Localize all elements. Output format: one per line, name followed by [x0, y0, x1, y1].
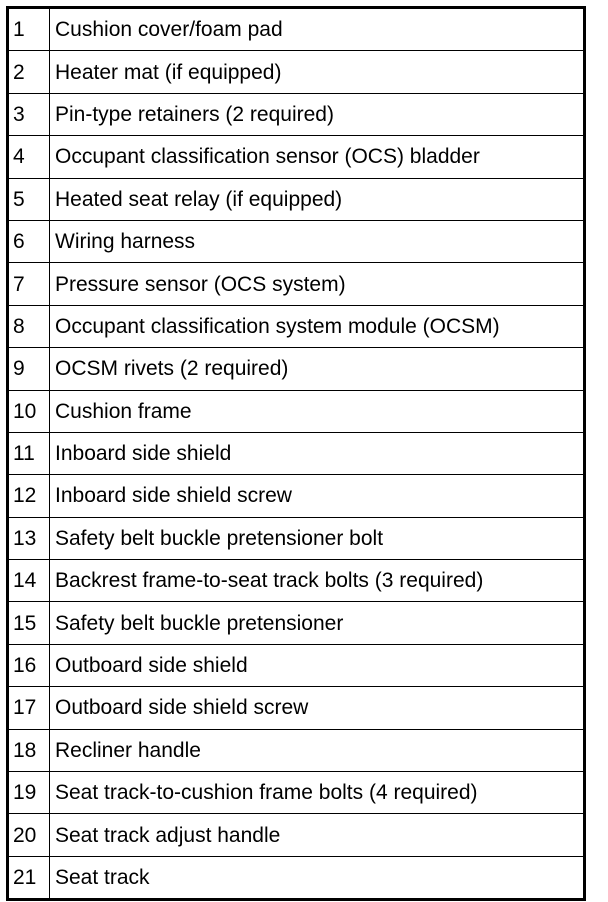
- item-description: Seat track adjust handle: [50, 814, 585, 856]
- parts-legend-body: [8, 8, 585, 900]
- item-number: 2: [8, 51, 50, 93]
- item-number: 7: [8, 263, 50, 305]
- table-row: [8, 51, 585, 93]
- table-row: [8, 475, 585, 517]
- table-row: [8, 432, 585, 474]
- item-number: 16: [8, 644, 50, 686]
- item-number: 12: [8, 475, 50, 517]
- item-description: Occupant classification sensor (OCS) bladder: [50, 136, 585, 178]
- table-row: [8, 517, 585, 559]
- table-row: [8, 856, 585, 899]
- item-number: 17: [8, 687, 50, 729]
- item-number: 9: [8, 348, 50, 390]
- item-description: Wiring harness: [50, 220, 585, 262]
- item-description: OCSM rivets (2 required): [50, 348, 585, 390]
- item-number: 1: [8, 8, 50, 51]
- table-row: [8, 602, 585, 644]
- table-row: [8, 772, 585, 814]
- table-row: [8, 687, 585, 729]
- item-description: Cushion cover/foam pad: [50, 8, 585, 51]
- item-number: 4: [8, 136, 50, 178]
- item-description: Seat track: [50, 856, 585, 899]
- item-number: 5: [8, 178, 50, 220]
- item-number: 10: [8, 390, 50, 432]
- item-number: 3: [8, 93, 50, 135]
- parts-legend-table: [6, 6, 586, 901]
- item-number: 14: [8, 560, 50, 602]
- item-description: Outboard side shield screw: [50, 687, 585, 729]
- item-number: 8: [8, 305, 50, 347]
- item-description: Inboard side shield: [50, 432, 585, 474]
- table-row: [8, 93, 585, 135]
- item-description: Safety belt buckle pretensioner: [50, 602, 585, 644]
- item-description: Inboard side shield screw: [50, 475, 585, 517]
- table-row: [8, 220, 585, 262]
- item-description: Outboard side shield: [50, 644, 585, 686]
- item-description: Backrest frame-to-seat track bolts (3 required): [50, 560, 585, 602]
- item-description: Safety belt buckle pretensioner bolt: [50, 517, 585, 559]
- item-number: 20: [8, 814, 50, 856]
- item-description: Heated seat relay (if equipped): [50, 178, 585, 220]
- item-number: 19: [8, 772, 50, 814]
- item-description: Recliner handle: [50, 729, 585, 771]
- table-row: [8, 263, 585, 305]
- table-row: [8, 8, 585, 51]
- item-description: Seat track-to-cushion frame bolts (4 required): [50, 772, 585, 814]
- item-number: 18: [8, 729, 50, 771]
- item-description: Cushion frame: [50, 390, 585, 432]
- table-row: [8, 390, 585, 432]
- table-row: [8, 814, 585, 856]
- item-number: 15: [8, 602, 50, 644]
- item-number: 21: [8, 856, 50, 899]
- table-row: [8, 136, 585, 178]
- table-row: [8, 348, 585, 390]
- table-row: [8, 560, 585, 602]
- item-description: Pin-type retainers (2 required): [50, 93, 585, 135]
- item-number: 11: [8, 432, 50, 474]
- table-row: [8, 729, 585, 771]
- item-number: 13: [8, 517, 50, 559]
- item-number: 6: [8, 220, 50, 262]
- item-description: Heater mat (if equipped): [50, 51, 585, 93]
- table-row: [8, 305, 585, 347]
- table-row: [8, 178, 585, 220]
- item-description: Occupant classification system module (OCSM): [50, 305, 585, 347]
- item-description: Pressure sensor (OCS system): [50, 263, 585, 305]
- table-row: [8, 644, 585, 686]
